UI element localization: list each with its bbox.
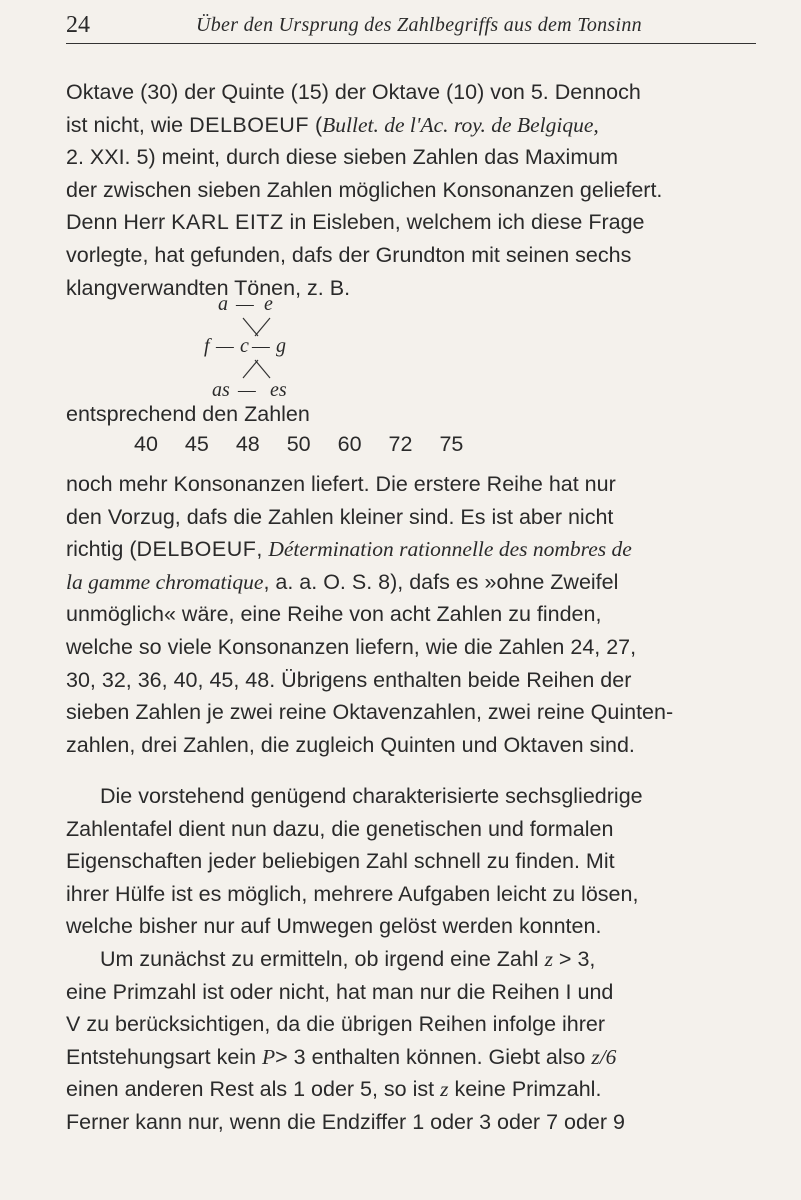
text-line: Ferner kann nur, wenn die Endziffer 1 oder 3 oder 7 oder 9 — [66, 1109, 625, 1134]
text-line: Denn Herr KARL EITZ in Eisleben, welchem ich diese Frage — [66, 210, 645, 235]
text-line: Entstehungsart kein P> 3 enthalten können. Giebt also z/6 — [66, 1044, 617, 1069]
text-line: vorlegte, hat gefunden, dafs der Grundton mit seinen sechs — [66, 242, 632, 267]
text-line: klangverwandten Tönen, z. B. — [66, 275, 351, 300]
variable-p: P — [262, 1044, 276, 1069]
number-item: 40 — [134, 432, 158, 456]
tone-a: a — [218, 293, 228, 315]
tone-c: c — [240, 335, 249, 357]
number-item: 60 — [337, 432, 362, 456]
text-line: eine Primzahl ist oder nicht, hat man nur die Reihen I und — [66, 979, 614, 1004]
tone-f: f — [204, 335, 210, 357]
number-item: 48 — [235, 432, 260, 456]
number-item: 72 — [388, 432, 413, 456]
tone-es: es — [270, 379, 287, 401]
text-line: V zu berücksichtigen, da die übrigen Reihen infolge ihrer — [66, 1012, 606, 1037]
text-line: den Vorzug, dafs die Zahlen kleiner sind. Es ist aber nicht — [66, 504, 614, 529]
paragraph-3 — [66, 780, 756, 1139]
citation-title: Bullet. de l'Ac. roy. de Belgique, — [322, 112, 599, 137]
text-line: einen anderen Rest als 1 oder 5, so ist z keine Primzahl. — [66, 1077, 602, 1102]
text-line: la gamme chromatique, a. a. O. S. 8), dafs es »ohne Zweifel — [66, 569, 619, 594]
page-number: 24 — [66, 12, 90, 38]
tone-diagram — [198, 290, 328, 406]
text-line: Zahlentafel dient nun dazu, die genetischen und formalen — [66, 816, 614, 841]
text-line: welche bisher nur auf Umwegen gelöst werden konnten. — [66, 914, 602, 939]
text-line: richtig (DELBOEUF, Détermination rationnelle des nombres de — [66, 537, 632, 562]
author-name: DELBOEUF — [136, 537, 257, 562]
text-line: der zwischen sieben Zahlen möglichen Konsonanzen geliefert. — [66, 177, 663, 202]
variable-z6: z/6 — [591, 1044, 617, 1069]
paragraph-2 — [66, 468, 756, 761]
diagram-line — [243, 318, 258, 336]
text-line: welche so viele Konsonanzen liefern, wie die Zahlen 24, 27, — [66, 634, 637, 659]
running-title: Über den Ursprung des Zahlbegriffs aus dem Tonsinn — [196, 14, 642, 36]
diagram-line — [243, 360, 258, 378]
tone-dash: — — [216, 335, 234, 357]
number-series — [134, 432, 484, 457]
text-line: noch mehr Konsonanzen liefert. Die erstere Reihe hat nur — [66, 472, 616, 496]
diagram-line — [255, 360, 270, 378]
author-name: DELBOEUF — [189, 112, 309, 137]
variable-z: z — [440, 1077, 449, 1102]
header-rule — [66, 43, 756, 44]
text-line: Eigenschaften jeder beliebigen Zahl schnell zu finden. Mit — [66, 849, 615, 874]
text-line: unmöglich« wäre, eine Reihe von acht Zahlen zu finden, — [66, 602, 602, 627]
tone-as: as — [212, 379, 230, 401]
tone-dash: — — [236, 293, 254, 315]
text-line: ist nicht, wie DELBOEUF (Bullet. de l'Ac. roy. de Belgique, — [66, 112, 599, 137]
number-item: 75 — [439, 432, 464, 456]
text-line: Oktave (30) der Quinte (15) der Oktave (10) von 5. Dennoch — [66, 80, 641, 104]
diagram-line — [255, 318, 270, 336]
person-name: KARL EITZ — [171, 210, 284, 235]
text-line: zahlen, drei Zahlen, die zugleich Quinten und Oktaven sind. — [66, 732, 635, 757]
tone-g: g — [276, 335, 286, 357]
tone-e: e — [264, 293, 273, 315]
text-line: sieben Zahlen je zwei reine Oktavenzahlen, zwei reine Quinten- — [66, 700, 674, 725]
paragraph-1 — [66, 76, 756, 304]
number-item: 45 — [184, 432, 209, 456]
citation-title: la gamme chromatique — [66, 569, 264, 594]
text-line: 2. XXI. 5) meint, durch diese sieben Zahlen das Maximum — [66, 145, 619, 170]
variable-z: z — [544, 946, 553, 971]
text-line: Um zunächst zu ermitteln, ob irgend eine Zahl z > 3, — [100, 946, 596, 971]
tone-dash: — — [252, 335, 270, 357]
text-line: 30, 32, 36, 40, 45, 48. Übrigens enthalten beide Reihen der — [66, 667, 632, 692]
text-line: Die vorstehend genügend charakterisierte sechsgliedrige — [100, 784, 643, 808]
text-line: ihrer Hülfe ist es möglich, mehrere Aufgaben leicht zu lösen, — [66, 881, 639, 906]
page-header — [66, 12, 756, 40]
tone-dash: — — [238, 379, 256, 401]
citation-title: Détermination rationnelle des nombres de — [268, 537, 632, 562]
number-item: 50 — [286, 432, 311, 456]
entsprechend-line: entsprechend den Zahlen — [66, 402, 310, 426]
